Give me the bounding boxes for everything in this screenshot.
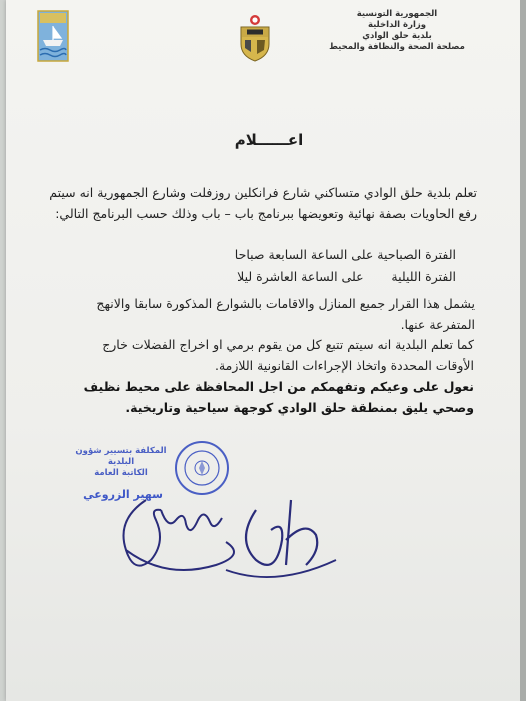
intro-paragraph: تعلم بلدية حلق الوادي متساكني شارع فرانكلين روزفلت وشارع الجمهورية انه سيتم رفع الحاويات بصفة نهائية وتعويضها ببرنامج باب – باب وذلك حسب البرنامج التالي: [49,185,477,221]
page-title: اعــــــلام [234,131,304,149]
official-stamp [66,446,176,479]
warning-paragraph: كما تعلم البلدية انه سيتم تتبع كل من يقوم برمي او اخراج الفضلات خارج الأوقات المحددة واتخاذ الإجراءات القانونية اللازمة. [102,337,474,373]
tunisia-coat-of-arms-icon [237,14,273,64]
scope-paragraph: يشمل هذا القرار جميع المنازل والاقامات بالشوارع المذكورة سابقا والانهج المتفرعة عنها. [96,296,475,332]
issuer-header [322,9,472,53]
header-municipality: بلدية حلق الوادي [362,31,432,41]
header-department: مصلحة الصحة والنظافة والمحيط [329,42,465,52]
signatory-name: سهير الزروعي [83,488,163,501]
schedule-night: الفترة الليلية على الساعة العاشرة ليلا [237,269,456,284]
stamp-line-1: المكلفة بتسيير شؤون البلدية [75,446,167,467]
closing-paragraph: نعول على وعيكم وتفهمكم من اجل المحافظة على محيط نظيف وصحي يليق بمنطقة حلق الوادي كوجهة سياحية وتاريخية. [83,379,474,415]
municipality-logo-icon [37,10,69,62]
header-ministry: وزارة الداخلية [367,20,427,30]
page-edge-shadow [520,0,526,701]
header-country: الجمهورية التونسية [356,9,438,19]
schedule-morning: الفترة الصباحية على الساعة السابعة صباحا [234,247,456,262]
document-page [6,0,522,701]
stamp-line-2: الكاتبة العامة [94,468,148,478]
handwritten-signature [106,480,366,590]
